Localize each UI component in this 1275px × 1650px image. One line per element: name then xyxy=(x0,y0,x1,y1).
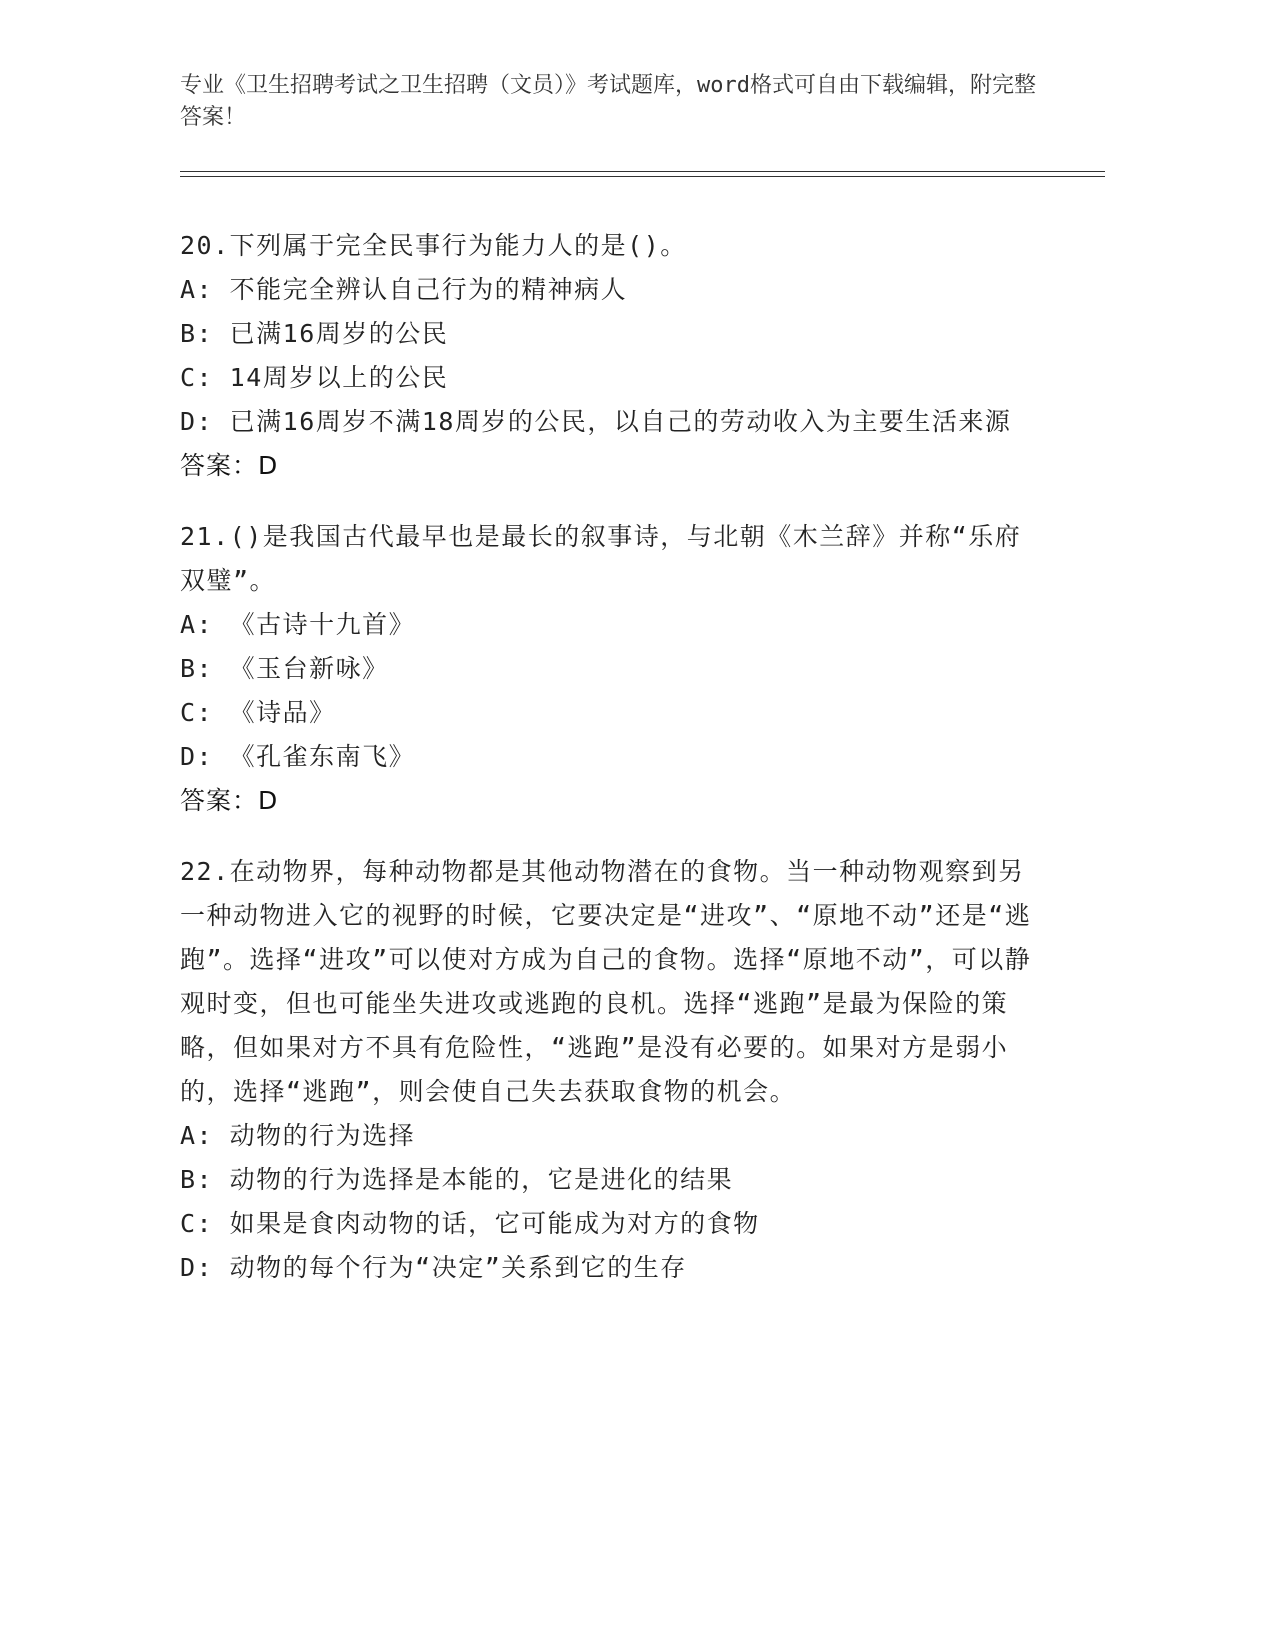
header-text: 专业《卫生招聘考试之卫生招聘（文员）》考试题库，word格式可自由下载编辑，附完整答案！ xyxy=(180,73,1036,130)
option-text: 如果是食肉动物的话，它可能成为对方的食物 xyxy=(229,1209,760,1238)
option-letter: A: xyxy=(180,275,214,304)
option-letter: D: xyxy=(180,1253,214,1282)
option-letter: A: xyxy=(180,1121,214,1150)
option-letter: B: xyxy=(180,654,214,683)
answer-label: 答案：D xyxy=(180,451,279,480)
question-stem: 22.在动物界，每种动物都是其他动物潜在的食物。当一种动物观察到另一种动物进入它的视野的时候，它要决定是“进攻”、“原地不动”还是“逃跑”。选择“进攻”可以使对方成为自己的食物。选择“原地不动”，可以静观时变，但也可能坐失进攻或逃跑的良机。选择“逃跑”是最为保险的策略，但如果对方不具有危险性，“逃跑”是没有必要的。如果对方是弱小的，选择“逃跑”，则会使自己失去获取食物的机会。 xyxy=(180,857,1032,1106)
question-22 xyxy=(180,850,1040,1290)
option-a xyxy=(180,603,1040,647)
header-rule-bottom xyxy=(180,176,1105,177)
option-letter: C: xyxy=(180,698,214,727)
option-text: 已满16周岁不满18周岁的公民，以自己的劳动收入为主要生活来源 xyxy=(229,407,1012,436)
option-a xyxy=(180,1114,1040,1158)
question-stem: 21.()是我国古代最早也是最长的叙事诗，与北朝《木兰辞》并称“乐府双璧”。 xyxy=(180,522,1022,595)
option-text: 动物的每个行为“决定”关系到它的生存 xyxy=(229,1253,687,1282)
answer-label: 答案：D xyxy=(180,786,279,815)
option-d xyxy=(180,400,1040,444)
option-text: 动物的行为选择 xyxy=(229,1121,416,1150)
option-text: 动物的行为选择是本能的，它是进化的结果 xyxy=(229,1165,734,1194)
question-20 xyxy=(180,224,1040,488)
document-header xyxy=(180,70,1040,134)
option-text: 《古诗十九首》 xyxy=(229,610,416,639)
option-letter: D: xyxy=(180,407,214,436)
option-c xyxy=(180,1202,1040,1246)
option-letter: D: xyxy=(180,742,214,771)
option-letter: A: xyxy=(180,610,214,639)
option-letter: B: xyxy=(180,1165,214,1194)
option-b xyxy=(180,647,1040,691)
option-letter: C: xyxy=(180,1209,214,1238)
option-letter: B: xyxy=(180,319,214,348)
option-c xyxy=(180,356,1040,400)
question-stem: 20.下列属于完全民事行为能力人的是()。 xyxy=(180,231,687,260)
option-b xyxy=(180,1158,1040,1202)
option-d xyxy=(180,1246,1040,1290)
option-text: 不能完全辨认自己行为的精神病人 xyxy=(229,275,628,304)
option-d xyxy=(180,735,1040,779)
option-text: 已满16周岁的公民 xyxy=(229,319,449,348)
question-21 xyxy=(180,515,1040,823)
option-text: 《诗品》 xyxy=(229,698,336,727)
option-a xyxy=(180,268,1040,312)
option-b xyxy=(180,312,1040,356)
option-text: 《玉台新咏》 xyxy=(229,654,389,683)
option-text: 14周岁以上的公民 xyxy=(229,363,449,392)
option-c xyxy=(180,691,1040,735)
question-list xyxy=(180,224,1040,1317)
option-letter: C: xyxy=(180,363,214,392)
option-text: 《孔雀东南飞》 xyxy=(229,742,416,771)
header-rule-top xyxy=(180,171,1105,172)
